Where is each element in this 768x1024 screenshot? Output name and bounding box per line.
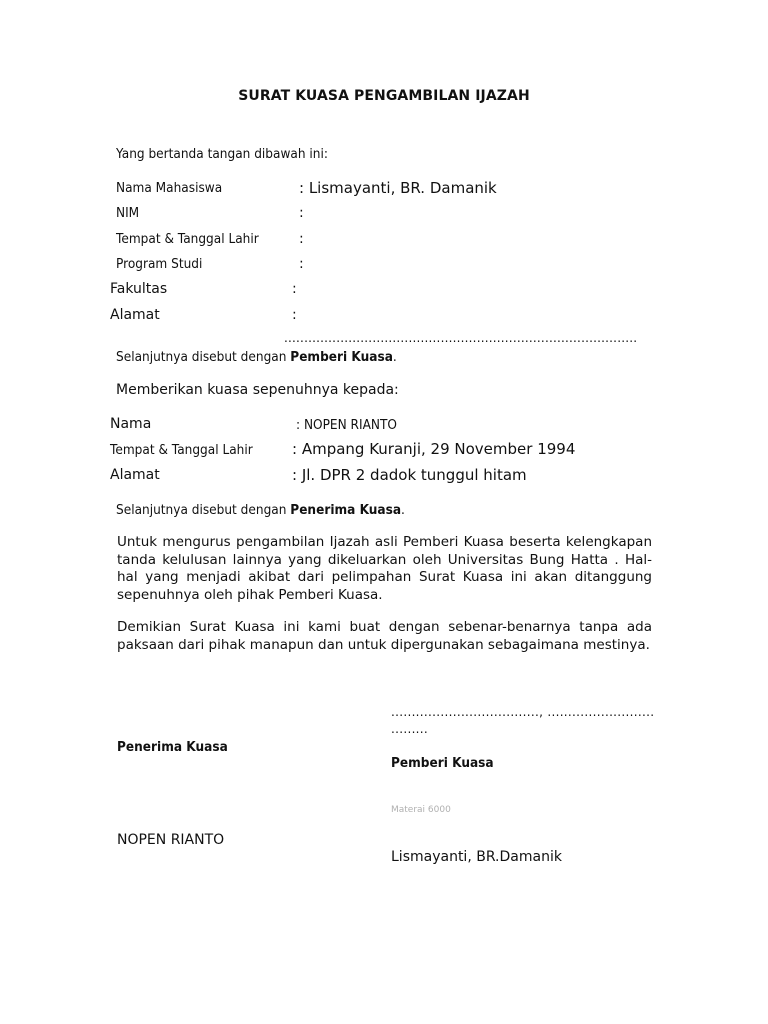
grantor-address-value: : (292, 307, 297, 323)
grantor-ref-suffix: . (392, 349, 397, 365)
grantee-ref-term: Penerima Kuasa (290, 502, 402, 518)
grantee-ref-prefix: Selanjutnya disebut dengan (116, 502, 291, 518)
grantee-name-label: Nama (110, 416, 152, 432)
grantee-signature-name: NOPEN RIANTO (117, 832, 225, 848)
body-paragraph-closing: Demikian Surat Kuasa ini kami buat dengan sebenar-benarnya tanpa ada paksaan dari pihak manapun dan untuk dipergunakan sebagaimana mestinya. (117, 619, 652, 653)
grantor-signature-name: Lismayanti, BR.Damanik (391, 849, 562, 865)
stamp-label: Materai 6000 (391, 805, 451, 815)
grantee-address-value: : Jl. DPR 2 dadok tunggul hitam (292, 466, 527, 484)
grant-statement: Memberikan kuasa sepenuhnya kepada: (116, 382, 399, 398)
grantor-reference (116, 349, 397, 365)
grantor-faculty-label: Fakultas (110, 281, 168, 297)
grantor-signature-heading: Pemberi Kuasa (391, 755, 494, 771)
grantor-birth-value: : (299, 231, 304, 247)
intro-text: Yang bertanda tangan dibawah ini: (116, 146, 328, 162)
grantor-nim-label: NIM (116, 205, 140, 221)
place-date-continuation: ......... (391, 722, 429, 736)
document-title: SURAT KUASA PENGAMBILAN IJAZAH (238, 88, 530, 104)
grantee-reference (116, 502, 405, 518)
grantor-name-value: : Lismayanti, BR. Damanik (299, 179, 497, 197)
place-date-line: ...................................., .......................... (391, 705, 655, 719)
grantee-birth-label: Tempat & Tanggal Lahir (110, 442, 253, 458)
body-paragraph-purpose: Untuk mengurus pengambilan Ijazah asli Pemberi Kuasa beserta kelengkapan tanda kelulusan lainnya yang dikeluarkan oleh Universitas Bung Hatta . Hal-hal yang menjadi akibat dari pelimpahan Surat Kuasa ini akan ditanggung sepenuhnya oleh pihak Pemberi Kuasa. (117, 534, 652, 603)
grantor-name-label: Nama Mahasiswa (116, 180, 223, 196)
grantor-birth-label: Tempat & Tanggal Lahir (116, 231, 259, 247)
grantor-ref-term: Pemberi Kuasa (290, 349, 393, 365)
grantor-nim-value: : (299, 205, 304, 221)
grantee-ref-suffix: . (401, 502, 405, 518)
grantor-address-label: Alamat (110, 307, 160, 323)
grantor-faculty-value: : (292, 281, 297, 297)
grantee-birth-value: : Ampang Kuranji, 29 November 1994 (292, 440, 576, 458)
address-dots: ........................................................................................ (284, 331, 638, 345)
grantor-ref-prefix: Selanjutnya disebut dengan (116, 349, 291, 365)
grantor-program-value: : (299, 256, 304, 272)
grantee-name-value: : NOPEN RIANTO (296, 417, 397, 433)
grantor-program-label: Program Studi (116, 256, 203, 272)
grantee-signature-heading: Penerima Kuasa (117, 739, 228, 755)
grantee-address-label: Alamat (110, 467, 160, 483)
